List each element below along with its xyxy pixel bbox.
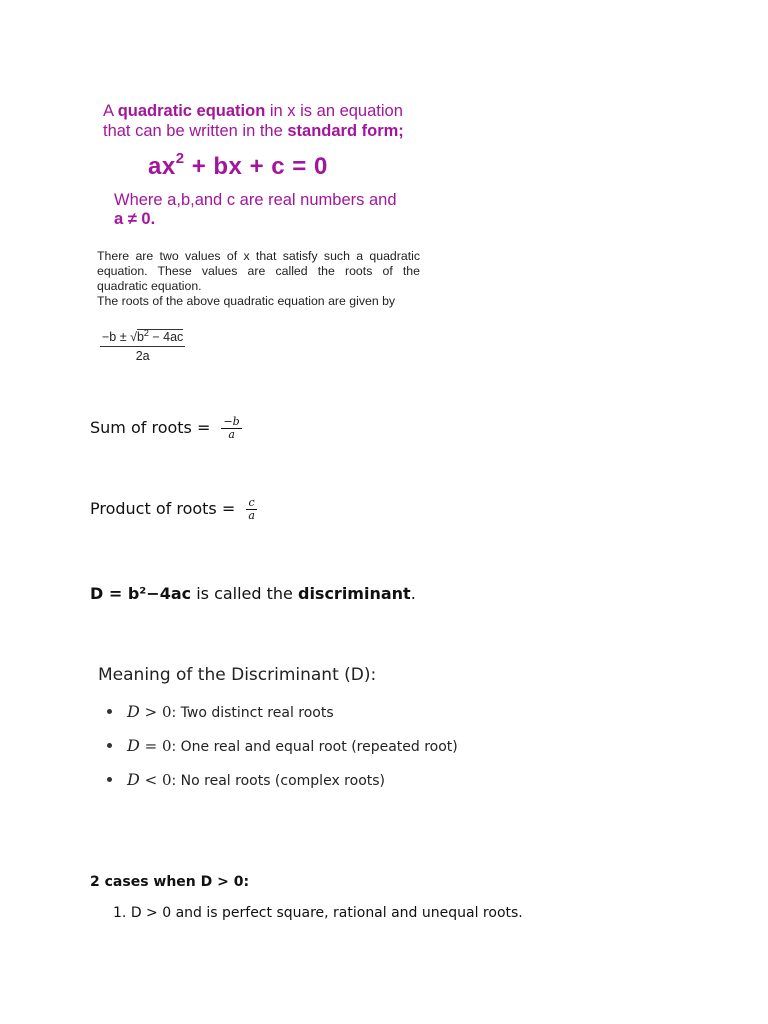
definition-text: A	[103, 102, 118, 120]
product-label: Product of roots =	[90, 499, 241, 518]
meaning-text: : One real and equal root (repeated root)	[171, 739, 458, 755]
roots-explanation	[97, 249, 420, 309]
formula-rest: + bx + c = 0	[184, 153, 328, 180]
definition-line-1	[103, 102, 403, 120]
case-text: D > 0 and is perfect square, rational and unequal roots.	[130, 905, 523, 921]
roots-line-1: There are two values of x that satisfy such a quadratic	[97, 249, 420, 263]
math-variable: D	[127, 736, 140, 755]
meaning-list-item	[107, 736, 458, 755]
radicand-b: b	[136, 330, 144, 345]
discriminant-definition	[90, 584, 416, 603]
meaning-list-item	[107, 702, 334, 721]
numerator-prefix: −b ±	[102, 330, 131, 345]
math-value: 0	[161, 703, 172, 721]
definition-text: that can be written in the	[103, 122, 288, 140]
meaning-list-item	[107, 770, 385, 789]
sum-denominator: a	[228, 428, 235, 441]
discriminant-text: is called the	[191, 584, 298, 603]
roots-line-4: The roots of the above quadratic equation are given by	[97, 294, 396, 308]
math-operator: =	[139, 737, 162, 755]
formula-denominator: 2a	[135, 349, 150, 364]
math-value: 0	[161, 737, 172, 755]
math-variable: D	[127, 770, 140, 789]
standard-form-formula	[148, 152, 328, 181]
radical-sign: √	[130, 330, 137, 345]
sum-of-roots	[90, 416, 242, 441]
meaning-title: Meaning of the Discriminant (D):	[98, 665, 377, 685]
math-operator: >	[139, 703, 162, 721]
math-variable: D	[127, 702, 140, 721]
sum-fraction	[221, 416, 241, 441]
formula-numerator	[100, 328, 185, 347]
roots-line-3: quadratic equation.	[97, 279, 202, 293]
math-operator: <	[139, 771, 162, 789]
case-number: 1.	[113, 905, 127, 921]
standard-form-term: standard form;	[287, 122, 404, 140]
case-list-item	[113, 905, 523, 921]
where-line-2: a ≠ 0.	[114, 210, 156, 228]
definition-text: in x is an equation	[265, 102, 403, 120]
definition-line-2	[103, 121, 404, 141]
meaning-text: : No real roots (complex roots)	[171, 773, 385, 789]
product-fraction	[246, 497, 257, 522]
formula-ax: ax	[148, 153, 176, 180]
radicand-rest: − 4ac	[148, 330, 184, 345]
product-of-roots	[90, 497, 257, 522]
where-clause	[114, 191, 397, 229]
discriminant-period: .	[410, 584, 416, 603]
discriminant-formula: D = b²−4ac	[90, 584, 192, 603]
quadratic-definition	[103, 101, 404, 141]
bullet-icon	[107, 777, 112, 782]
roots-line-2: equation. These values are called the roots of the	[97, 264, 420, 278]
meaning-text: : Two distinct real roots	[171, 705, 334, 721]
quadratic-equation-term: quadratic equation	[117, 102, 266, 120]
bullet-icon	[107, 709, 112, 714]
sum-label: Sum of roots =	[90, 418, 216, 437]
bullet-icon	[107, 743, 112, 748]
radicand	[137, 329, 183, 344]
cases-heading: 2 cases when D > 0:	[90, 874, 250, 890]
product-numerator: c	[246, 497, 257, 510]
discriminant-term: discriminant	[297, 584, 411, 603]
formula-exponent: 2	[175, 150, 185, 167]
math-value: 0	[161, 771, 172, 789]
product-denominator: a	[248, 509, 255, 522]
quadratic-formula	[100, 328, 185, 363]
sum-numerator: −b	[223, 415, 240, 428]
where-line-1: Where a,b,and c are real numbers and	[114, 191, 397, 209]
radicand-exponent: 2	[143, 328, 149, 338]
